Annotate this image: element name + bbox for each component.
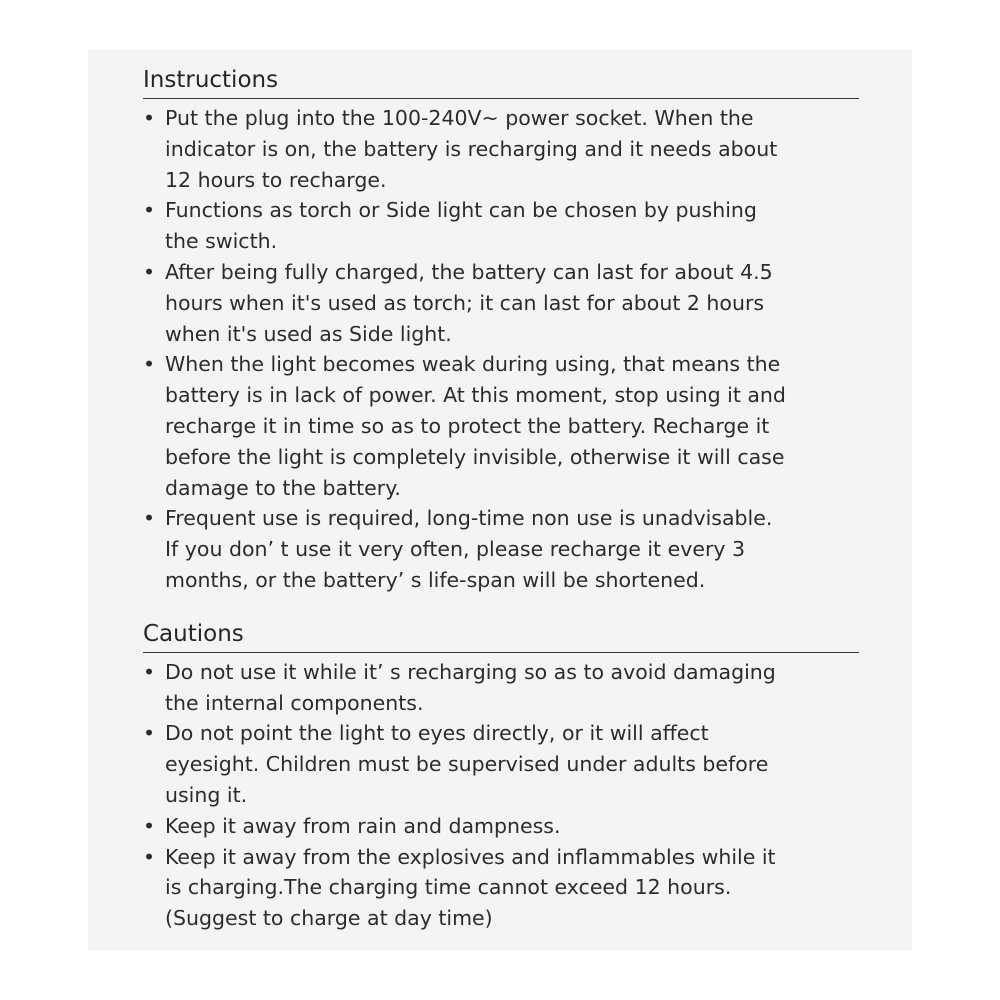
instructions-list: [143, 103, 903, 596]
list-item: [143, 811, 903, 842]
instruction-text: When the light becomes weak during using, that means the battery is in lack of power. At this moment, stop using it and recharge it in time so as to protect the battery. Recharge it before the light is completely invisible, otherwise it will case damage to the battery.: [165, 352, 786, 500]
list-item: [143, 349, 903, 503]
instruction-text: Frequent use is required, long-time non use is unadvisable. If you don’ t use it very often, please recharge it every 3 months, or the battery’ s life-span will be shortened.: [165, 506, 773, 592]
section-divider-space: [143, 596, 903, 618]
cautions-heading: Cautions: [143, 618, 859, 653]
sheet-content: [143, 64, 903, 934]
instruction-sheet: [88, 50, 912, 950]
caution-text: Do not use it while it’ s recharging so as to avoid damaging the internal components.: [165, 659, 776, 715]
list-item: [143, 195, 903, 257]
caution-text: Do not point the light to eyes directly, or it will affect eyesight. Children must be supervised under adults before using it.: [165, 721, 769, 807]
bullet-icon: •: [143, 659, 156, 684]
instruction-text: Functions as torch or Side light can be chosen by pushing the swicth.: [165, 198, 757, 254]
list-item: [143, 718, 903, 810]
list-item: [143, 103, 903, 195]
caution-text: Keep it away from rain and dampness.: [165, 813, 561, 838]
list-item: [143, 503, 903, 595]
bullet-icon: •: [143, 106, 156, 130]
bullet-icon: •: [143, 813, 156, 838]
list-item: [143, 257, 903, 349]
bullet-icon: •: [143, 844, 156, 869]
instruction-text: Put the plug into the 100-240V~ power socket. When the indicator is on, the battery is recharging and it needs about 12 hours to recharge.: [165, 106, 778, 192]
bullet-icon: •: [143, 259, 156, 284]
bullet-icon: •: [143, 198, 156, 223]
cautions-list: [143, 657, 903, 934]
list-item: [143, 657, 903, 719]
caution-text: Keep it away from the explosives and inflammables while it is charging.The charging time cannot exceed 12 hours. (Suggest to charge at day time): [165, 844, 776, 931]
bullet-icon: •: [143, 506, 156, 531]
instruction-text: After being fully charged, the battery can last for about 4.5 hours when it's used as torch; it can last for about 2 hours when it's used as Side light.: [165, 259, 773, 346]
bullet-icon: •: [143, 721, 156, 746]
list-item: [143, 842, 903, 934]
bullet-icon: •: [143, 352, 156, 377]
instructions-heading: Instructions: [143, 64, 859, 99]
